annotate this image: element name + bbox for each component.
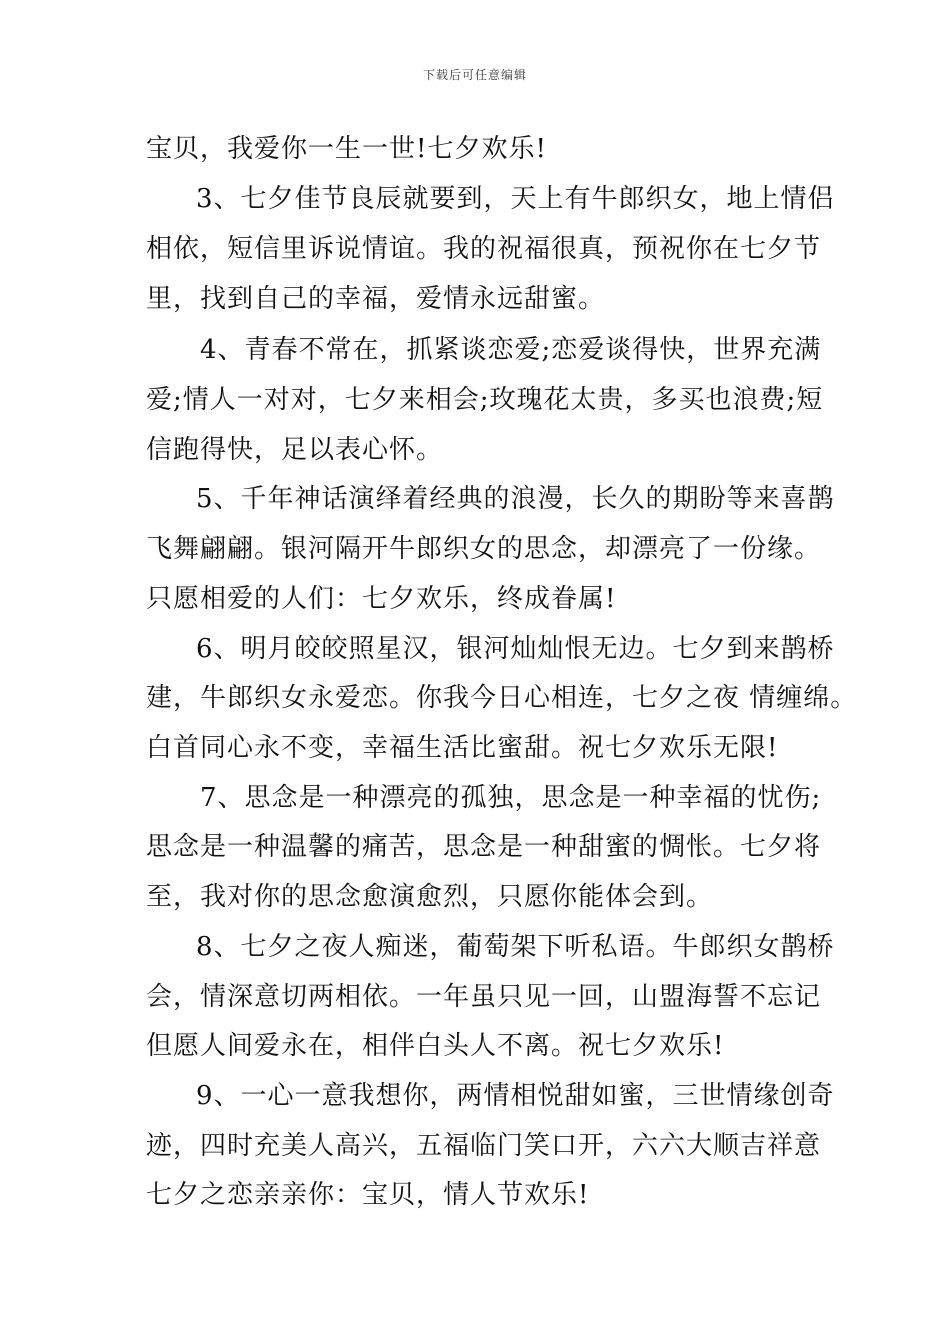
text-line: 但愿人间爱永在，相伴白头人不离。祝七夕欢乐! [146,1031,725,1061]
text-line: 5、千年神话演绎着经典的浪漫，长久的期盼等来喜鹊 [196,484,835,514]
text-line: 信跑得快，足以表心怀。 [146,435,444,465]
text-line: 里，找到自己的幸福，爱情永远甜蜜。 [146,284,606,314]
text-line: 至，我对你的思念愈演愈烈，只愿你能体会到。 [146,882,714,912]
text-line: 飞舞翩翩。银河隔开牛郎织女的思念，却漂亮了一份缘。 [146,534,822,564]
text-line: 会，情深意切两相依。一年虽只见一回，山盟海誓不忘记 [146,982,822,1012]
text-line: 七夕之恋亲亲你：宝贝，情人节欢乐! [146,1180,590,1210]
text-line: 只愿相爱的人们：七夕欢乐，终成眷属! [146,584,617,614]
text-line: 迹，四时充美人高兴，五福临门笑口开，六六大顺吉祥意 [146,1131,822,1161]
text-line: 9、一心一意我想你，两情相悦甜如蜜，三世情缘创奇 [196,1081,835,1111]
text-line: 相依，短信里诉说情谊。我的祝福很真，预祝你在七夕节 [146,234,822,264]
text-line: 7、思念是一种漂亮的孤独，思念是一种幸福的忧伤; [200,783,822,813]
text-line: 爱;情人一对对，七夕来相会;玫瑰花太贵，多买也浪费;短 [146,385,824,415]
page-header: 下载后可任意编辑 [422,68,527,82]
text-line: 建，牛郎织女永爱恋。你我今日心相连，七夕之夜 情缠绵。 [146,683,858,713]
text-line: 白首同心永不变，幸福生活比蜜甜。祝七夕欢乐无限! [146,733,779,763]
text-line: 思念是一种温馨的痛苦，思念是一种甜蜜的惆怅。七夕将 [146,832,822,862]
text-line: 4、青春不常在，抓紧谈恋爱;恋爱谈得快，世界充满 [200,335,822,365]
text-line: 8、七夕之夜人痴迷，葡萄架下听私语。牛郎织女鹊桥 [196,932,835,962]
text-line: 6、明月皎皎照星汉，银河灿灿恨无边。七夕到来鹊桥 [196,634,835,664]
text-line: 宝贝，我爱你一生一世!七夕欢乐! [146,134,547,164]
text-line: 3、七夕佳节良辰就要到，天上有牛郎织女，地上情侣 [196,184,835,214]
